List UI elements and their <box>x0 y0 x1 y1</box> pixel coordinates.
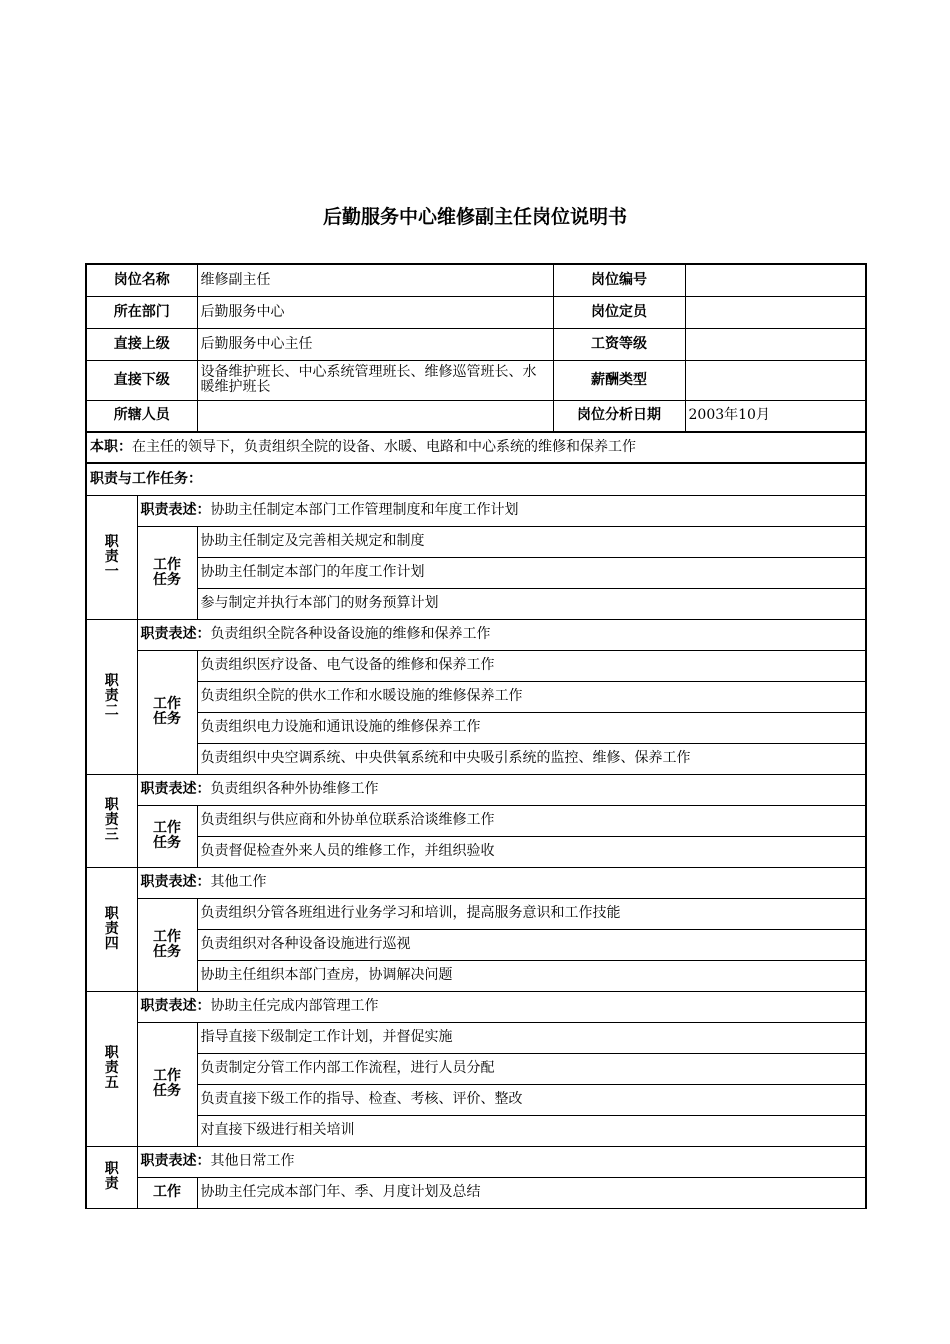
field-label: 岗位编号 <box>553 264 685 296</box>
duty-number <box>86 774 137 867</box>
task-item: 负责组织电力设施和通讯设施的维修保养工作 <box>197 712 866 743</box>
duty-number-char: 职 <box>104 1045 119 1061</box>
duty-number <box>86 1146 137 1208</box>
task-item: 参与制定并执行本部门的财务预算计划 <box>197 588 866 619</box>
duty-number-char: 职 <box>104 533 119 550</box>
task-item: 协助主任组织本部门查房，协调解决问题 <box>197 960 866 991</box>
duty-number-char: 责 <box>104 812 119 828</box>
task-label <box>137 526 197 619</box>
field-label: 直接下级 <box>86 360 197 400</box>
duty-number-char: 五 <box>104 1075 119 1091</box>
task-label <box>137 1177 197 1208</box>
duty-number-char: 责 <box>104 548 119 565</box>
duty-number-char: 职 <box>104 673 119 689</box>
duty-number-char: 四 <box>104 935 119 952</box>
field-value <box>685 264 866 296</box>
duty-description <box>137 619 866 650</box>
field-value <box>685 328 866 360</box>
task-item: 协助主任完成本部门年、季、月度计划及总结 <box>197 1177 866 1208</box>
task-item: 负责组织对各种设备设施进行巡视 <box>197 929 866 960</box>
task-item: 负责组织与供应商和外协单位联系洽谈维修工作 <box>197 805 866 836</box>
duty-number-char: 职 <box>104 797 119 813</box>
duty-description-text: 其他日常工作 <box>210 1153 295 1169</box>
duty-number-char: 责 <box>104 920 119 937</box>
duty-description-label: 职责表述： <box>140 502 211 518</box>
task-label-line: 任务 <box>153 943 181 960</box>
duty-number <box>86 867 137 991</box>
duty-number <box>86 991 137 1146</box>
task-label-line: 工作 <box>153 1068 181 1084</box>
duty-number-char: 责 <box>104 688 119 704</box>
duty-description-text: 负责组织各种外协维修工作 <box>210 781 379 797</box>
duty-description-text: 负责组织全院各种设备设施的维修和保养工作 <box>210 626 491 642</box>
duty-number-char: 三 <box>104 827 119 843</box>
summary-text: 在主任的领导下，负责组织全院的设备、水暖、电路和中心系统的维修和保养工作 <box>132 439 636 455</box>
duty-description <box>137 991 866 1022</box>
duty-number <box>86 619 137 774</box>
task-item: 指导直接下级制定工作计划，并督促实施 <box>197 1022 866 1053</box>
task-item: 负责督促检查外来人员的维修工作，并组织验收 <box>197 836 866 867</box>
task-item: 协助主任制定本部门的年度工作计划 <box>197 557 866 588</box>
duty-description <box>137 1146 866 1177</box>
field-value <box>685 296 866 328</box>
field-label: 所辖人员 <box>86 400 197 432</box>
task-item: 负责制定分管工作内部工作流程，进行人员分配 <box>197 1053 866 1084</box>
duty-description-text: 其他工作 <box>210 874 267 890</box>
field-label: 所在部门 <box>86 296 197 328</box>
summary-label: 本职： <box>90 439 132 455</box>
duty-description-label: 职责表述： <box>140 998 211 1014</box>
field-value: 维修副主任 <box>197 264 553 296</box>
task-item: 对直接下级进行相关培训 <box>197 1115 866 1146</box>
task-item: 负责直接下级工作的指导、检查、考核、评价、整改 <box>197 1084 866 1115</box>
task-label-line: 工作 <box>153 556 181 573</box>
task-label-line: 任务 <box>153 835 181 851</box>
field-label: 岗位名称 <box>86 264 197 296</box>
task-label <box>137 650 197 774</box>
duty-number-char: 责 <box>104 1060 119 1076</box>
task-label-line: 工作 <box>153 820 181 836</box>
field-value: 设备维护班长、中心系统管理班长、维修巡管班长、水暖维护班长 <box>197 360 553 400</box>
task-label-line: 工作 <box>153 928 181 945</box>
field-label: 薪酬类型 <box>553 360 685 400</box>
task-label <box>137 805 197 867</box>
task-label-line: 任务 <box>153 571 181 588</box>
task-label-line: 任务 <box>153 1083 181 1099</box>
page-title: 后勤服务中心维修副主任岗位说明书 <box>322 206 627 228</box>
duty-number-char: 二 <box>104 703 119 719</box>
duty-number-char: 职 <box>104 1161 119 1177</box>
duty-description-label: 职责表述： <box>140 781 211 797</box>
duty-description <box>137 774 866 805</box>
field-value: 后勤服务中心 <box>197 296 553 328</box>
duty-description-label: 职责表述： <box>140 874 211 890</box>
job-description-table <box>85 263 867 1209</box>
duty-description-label: 职责表述： <box>140 626 211 642</box>
field-value: 后勤服务中心主任 <box>197 328 553 360</box>
duty-description <box>137 495 866 526</box>
task-item: 负责组织全院的供水工作和水暖设施的维修保养工作 <box>197 681 866 712</box>
duties-header: 职责与工作任务： <box>86 463 866 495</box>
field-label: 岗位定员 <box>553 296 685 328</box>
task-label-line: 任务 <box>153 711 181 727</box>
task-item: 负责组织分管各班组进行业务学习和培训，提高服务意识和工作技能 <box>197 898 866 929</box>
task-label-line: 工作 <box>153 1184 181 1200</box>
job-summary <box>86 432 866 463</box>
duty-description-text: 协助主任完成内部管理工作 <box>210 998 379 1014</box>
field-label: 直接上级 <box>86 328 197 360</box>
duty-number <box>86 495 137 619</box>
task-label <box>137 1022 197 1146</box>
task-label <box>137 898 197 991</box>
task-label-line: 工作 <box>153 696 181 712</box>
duty-number-char: 一 <box>104 563 119 580</box>
field-label: 工资等级 <box>553 328 685 360</box>
duty-number-char: 职 <box>104 905 119 922</box>
field-label: 岗位分析日期 <box>553 400 685 432</box>
duty-description-label: 职责表述： <box>140 1153 211 1169</box>
duty-number-char: 责 <box>104 1176 119 1192</box>
task-item: 负责组织中央空调系统、中央供氧系统和中央吸引系统的监控、维修、保养工作 <box>197 743 866 774</box>
duty-description-text: 协助主任制定本部门工作管理制度和年度工作计划 <box>210 502 519 518</box>
field-value <box>685 360 866 400</box>
field-value: 2003年10月 <box>685 400 866 432</box>
task-item: 协助主任制定及完善相关规定和制度 <box>197 526 866 557</box>
field-value <box>197 400 553 432</box>
duty-description <box>137 867 866 898</box>
task-item: 负责组织医疗设备、电气设备的维修和保养工作 <box>197 650 866 681</box>
